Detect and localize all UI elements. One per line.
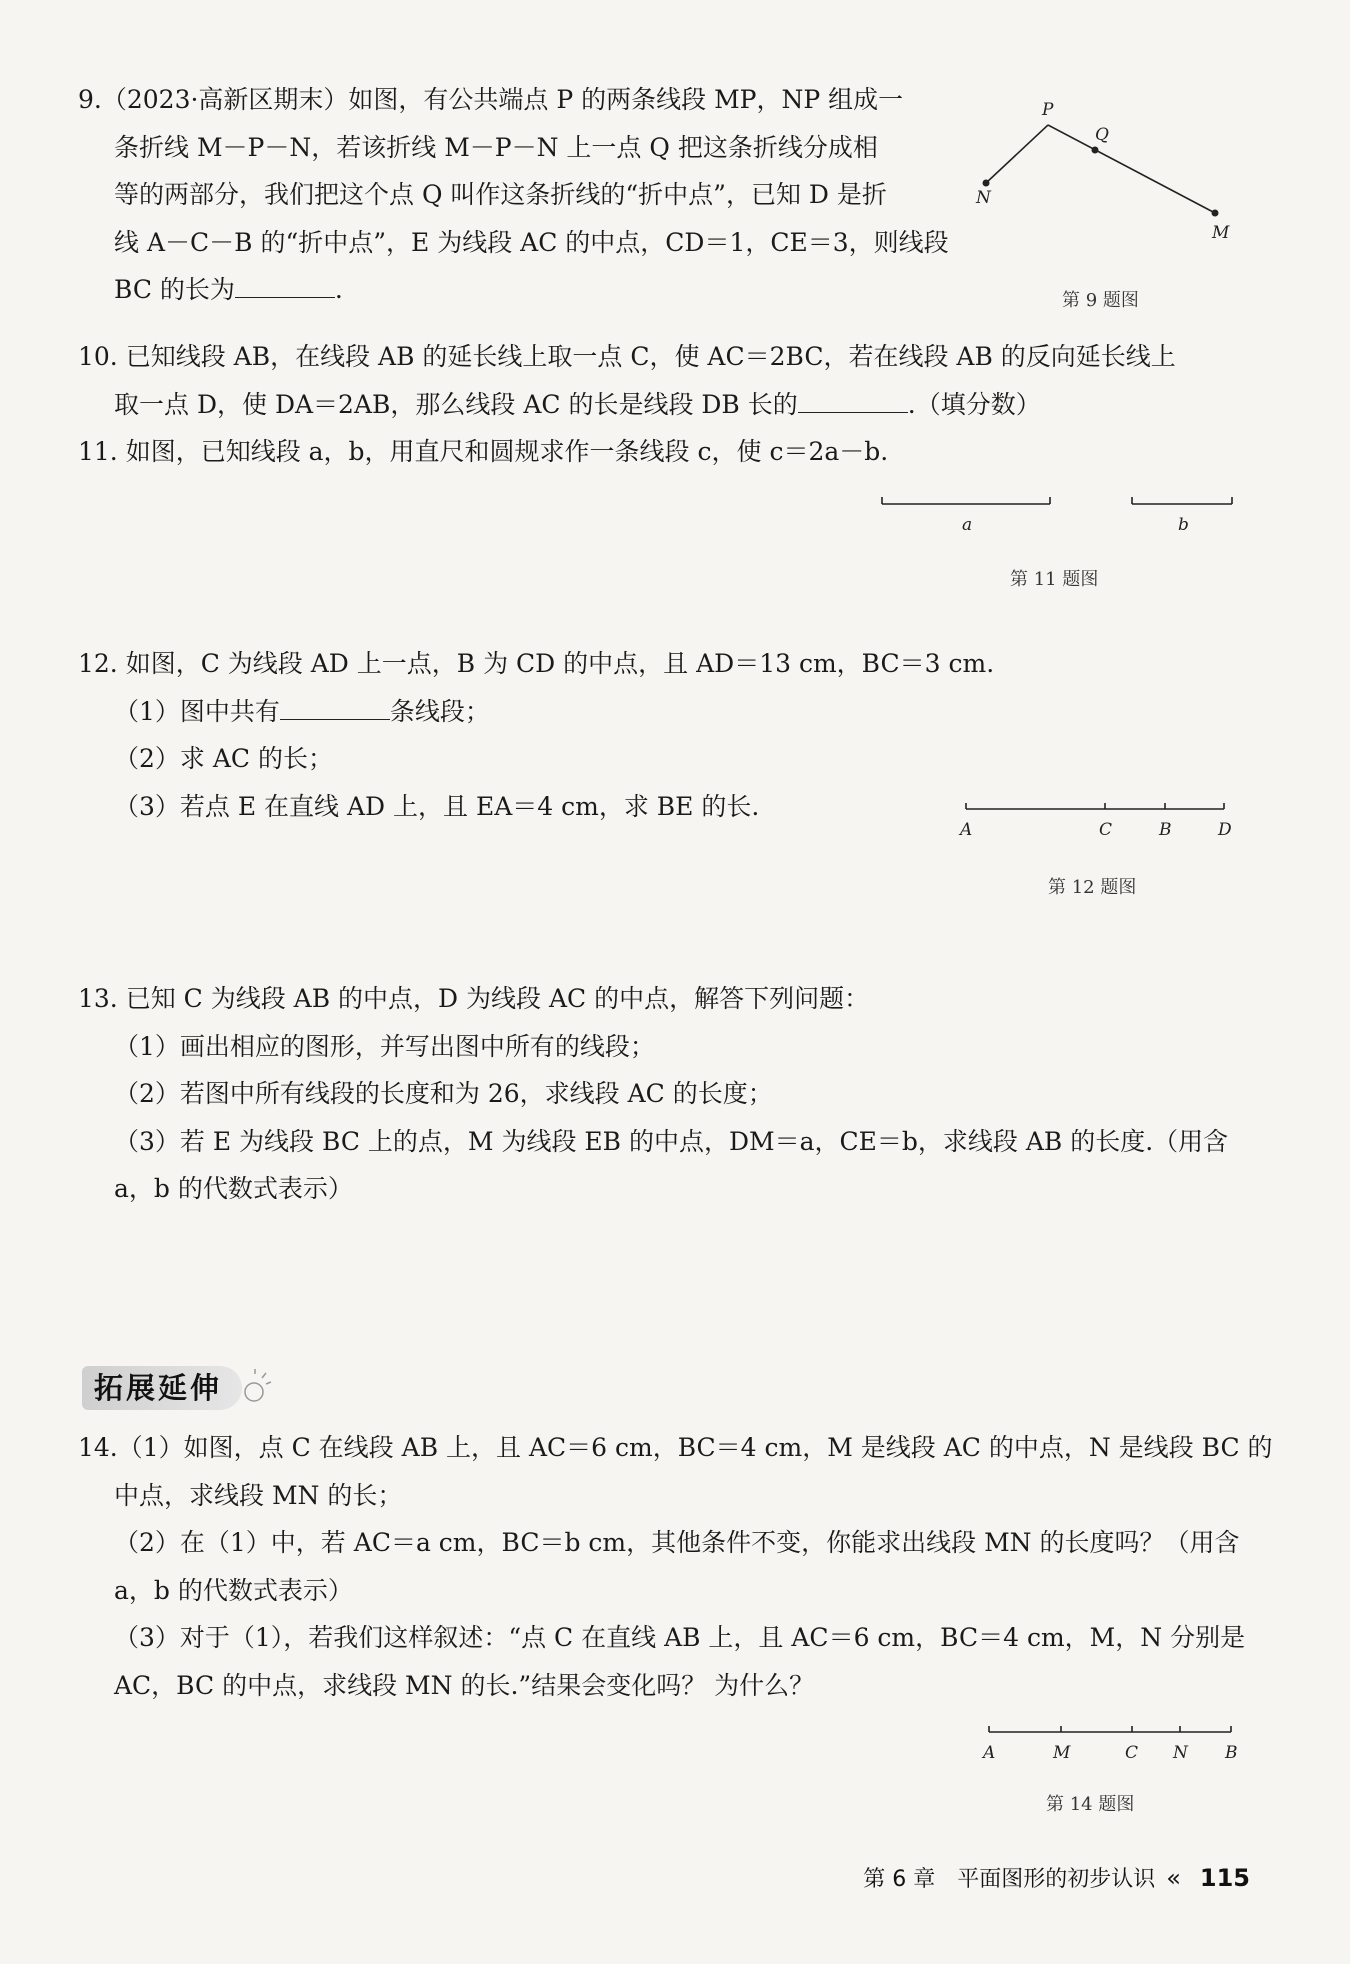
q12-sub-3: （3）若点 E 在直线 AD 上，且 EA＝4 cm，求 BE 的长. [114, 791, 760, 821]
q10-line-2-pre: 取一点 D，使 DA＝2AB，那么线段 AC 的长是线段 DB 长的 [114, 389, 798, 419]
section-header-title: 拓展延伸 [94, 1371, 223, 1405]
q12-label-b: B [1159, 820, 1172, 840]
question-11 [78, 428, 888, 476]
chevron-left-icon: « [1166, 1864, 1181, 1892]
q14-label-b: B [1225, 1743, 1238, 1763]
question-9 [78, 76, 949, 314]
q9-point-q [1092, 147, 1099, 154]
question-14 [78, 1424, 1273, 1709]
lightbulb-icon [242, 1368, 272, 1408]
q11-figure-caption: 第 11 题图 [1010, 569, 1099, 590]
q9-line-4: 线 A－C－B 的“折中点”，E 为线段 AC 的中点，CD＝1，CE＝3，则线段 [114, 227, 949, 257]
q12-sub-1-pre: （1）图中共有 [114, 696, 280, 726]
q10-line-2 [78, 381, 1176, 429]
q9-line-5 [78, 266, 949, 314]
q14-label-m: M [1053, 1743, 1071, 1763]
q14-label-c: C [1125, 1743, 1139, 1763]
q14-line-1b: 中点，求线段 MN 的长； [114, 1480, 403, 1510]
q12-sub-1 [78, 688, 994, 736]
q9-label-p: P [1042, 100, 1054, 120]
q13-sub-3: （3）若 E 为线段 BC 上的点，M 为线段 EB 的中点，DM＝a，CE＝b，求线段 AB 的长度.（用含 [114, 1126, 1229, 1156]
q14-sub-2b: a，b 的代数式表示） [114, 1575, 353, 1605]
q14-sub-2: （2）在（1）中，若 AC＝a cm，BC＝b cm，其他条件不变，你能求出线段 MN 的长度吗？（用含 [114, 1528, 1240, 1557]
page-number: 115 [1199, 1864, 1250, 1892]
q12-figure-caption: 第 12 题图 [1048, 877, 1137, 898]
q9-label-n: N [976, 188, 991, 208]
q9-point-n [983, 180, 990, 187]
q14-sub-3: （3）对于（1），若我们这样叙述：“点 C 在直线 AB 上，且 AC＝6 cm，BC＝4 cm，M，N 分别是 [114, 1623, 1246, 1652]
q10-answer-blank [798, 390, 908, 413]
q12-line-1: 12. 如图，C 为线段 AD 上一点，B 为 CD 的中点，且 AD＝13 cm，BC＝3 cm. [78, 649, 995, 678]
q14-figure [975, 1718, 1245, 1768]
q9-line-1: 9.（2023·高新区期末）如图，有公共端点 P 的两条线段 MP，NP 组成一 [78, 85, 904, 114]
q9-line-2: 条折线 M－P－N，若该折线 M－P－N 上一点 Q 把这条折线分成相 [114, 132, 878, 162]
q14-label-n: N [1173, 1743, 1188, 1763]
q13-line-1: 13. 已知 C 为线段 AB 的中点，D 为线段 AC 的中点，解答下列问题： [78, 984, 870, 1013]
section-header [82, 1358, 272, 1416]
q9-label-q: Q [1095, 125, 1109, 145]
q13-sub-2: （2）若图中所有线段的长度和为 26，求线段 AC 的长度； [114, 1079, 773, 1108]
q11-label-a: a [962, 515, 973, 535]
q12-answer-blank [280, 697, 390, 720]
q13-sub-1: （1）画出相应的图形，并写出图中所有的线段； [114, 1031, 655, 1061]
q13-sub-3b: a，b 的代数式表示） [114, 1174, 353, 1203]
question-12 [78, 640, 994, 830]
q9-last-end: . [334, 275, 343, 304]
question-10 [78, 333, 1176, 428]
q9-answer-blank [235, 275, 335, 298]
q9-figure [960, 95, 1250, 255]
q11-label-b: b [1178, 515, 1189, 535]
q14-sub-3b: AC，BC 的中点，求线段 MN 的长.”结果会变化吗？ 为什么？ [114, 1670, 815, 1700]
q10-line-1: 10. 已知线段 AB，在线段 AB 的延长线上取一点 C，使 AC＝2BC，若在线段 AB 的反向延长线上 [78, 342, 1176, 371]
q12-figure [950, 795, 1240, 845]
q12-label-c: C [1099, 820, 1113, 840]
q14-line-1: 14.（1）如图，点 C 在线段 AB 上，且 AC＝6 cm，BC＝4 cm，M 是线段 AC 的中点，N 是线段 BC 的 [78, 1433, 1273, 1462]
chapter-title: 第 6 章 平面图形的初步认识 [863, 1867, 1156, 1892]
q9-line-3: 等的两部分，我们把这个点 Q 叫作这条折线的“折中点”，已知 D 是折 [114, 180, 887, 209]
q9-figure-caption: 第 9 题图 [1062, 290, 1139, 311]
q9-last-line: BC 的长为 [114, 275, 235, 304]
page-footer [863, 1862, 1250, 1893]
q10-line-2-post: .（填分数） [907, 389, 1041, 419]
q14-figure-caption: 第 14 题图 [1046, 1794, 1135, 1815]
q12-label-a: A [960, 820, 973, 840]
q9-label-m: M [1212, 223, 1230, 243]
q14-label-a: A [983, 1743, 996, 1763]
q12-label-d: D [1218, 820, 1232, 840]
q12-sub-1-post: 条线段； [389, 696, 490, 726]
q11-figure [870, 490, 1250, 540]
q12-sub-2: （2）求 AC 的长； [114, 744, 333, 773]
q11-line-1: 11. 如图，已知线段 a，b，用直尺和圆规求作一条线段 c，使 c＝2a－b. [78, 437, 889, 466]
question-13 [78, 975, 1228, 1213]
q9-point-m [1212, 210, 1219, 217]
